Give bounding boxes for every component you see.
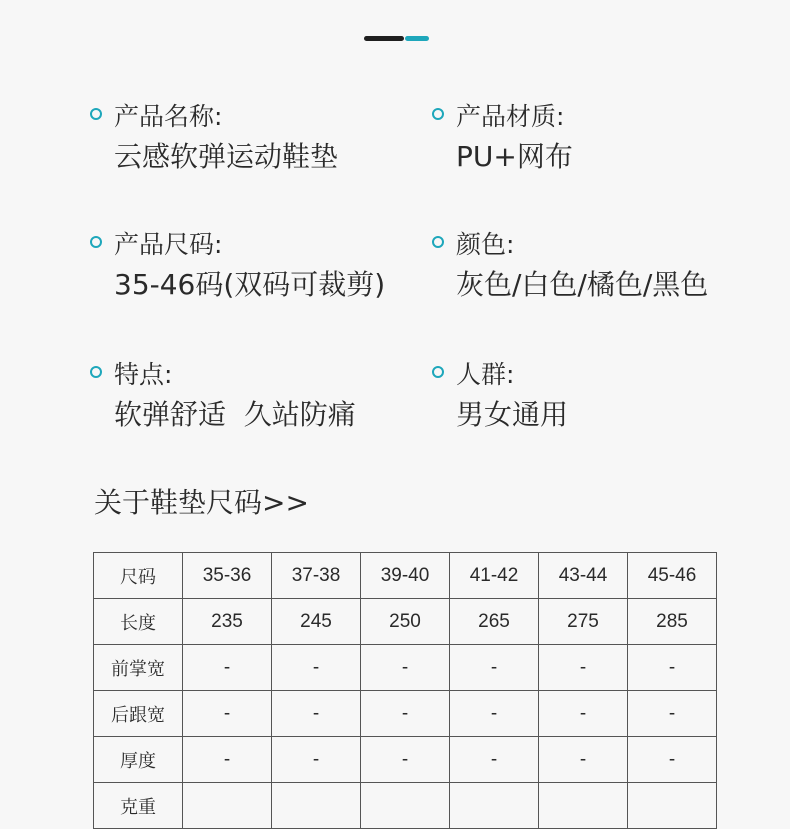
spec-label: 产品材质:	[456, 102, 565, 131]
table-cell: -	[361, 691, 450, 737]
table-cell: 35-36	[183, 553, 272, 599]
row-header-cell: 克重	[94, 783, 183, 829]
table-cell: 275	[539, 599, 628, 645]
bullet-ring-icon	[90, 236, 102, 248]
table-row	[94, 737, 717, 783]
bullet-ring-icon	[90, 366, 102, 378]
spec-value: 男女通用	[456, 398, 569, 431]
table-cell: 245	[272, 599, 361, 645]
table-row	[94, 645, 717, 691]
spec-label: 产品尺码:	[114, 230, 223, 259]
spec-value: 灰色/白色/橘色/黑色	[456, 268, 709, 301]
table-row	[94, 553, 717, 599]
table-cell: -	[361, 645, 450, 691]
size-section-title: 关于鞋垫尺码>>	[94, 486, 309, 519]
table-cell: -	[183, 645, 272, 691]
table-cell: -	[450, 737, 539, 783]
table-cell: 250	[361, 599, 450, 645]
row-header-cell: 后跟宽	[94, 691, 183, 737]
row-header-cell: 前掌宽	[94, 645, 183, 691]
row-header-cell: 厚度	[94, 737, 183, 783]
table-cell: -	[628, 645, 717, 691]
row-header-cell: 尺码	[94, 553, 183, 599]
bullet-ring-icon	[432, 108, 444, 120]
spec-value: 软弹舒适 久站防痛	[114, 398, 356, 431]
table-cell: -	[628, 691, 717, 737]
table-cell: 45-46	[628, 553, 717, 599]
table-cell: 43-44	[539, 553, 628, 599]
table-cell: 41-42	[450, 553, 539, 599]
table-cell: -	[272, 645, 361, 691]
divider-bar-dark	[364, 36, 404, 41]
table-cell: -	[361, 737, 450, 783]
table-cell: -	[539, 691, 628, 737]
table-cell: -	[450, 645, 539, 691]
size-table	[93, 552, 717, 829]
bullet-ring-icon	[90, 108, 102, 120]
spec-label: 产品名称:	[114, 102, 223, 131]
table-cell: -	[272, 737, 361, 783]
bullet-ring-icon	[432, 366, 444, 378]
spec-value: PU+网布	[456, 140, 573, 173]
spec-label: 人群:	[456, 360, 515, 389]
spec-value: 云感软弹运动鞋垫	[114, 140, 339, 173]
bullet-ring-icon	[432, 236, 444, 248]
row-header-cell: 长度	[94, 599, 183, 645]
spec-label: 颜色:	[456, 230, 515, 259]
table-cell: 235	[183, 599, 272, 645]
table-cell: 265	[450, 599, 539, 645]
table-cell: -	[539, 737, 628, 783]
table-cell: 285	[628, 599, 717, 645]
divider-bar-accent	[405, 36, 429, 41]
spec-label: 特点:	[114, 360, 173, 389]
table-cell: -	[272, 691, 361, 737]
table-cell: -	[539, 645, 628, 691]
table-cell: -	[183, 691, 272, 737]
table-cell: 39-40	[361, 553, 450, 599]
table-cell: -	[183, 737, 272, 783]
table-cell: -	[628, 737, 717, 783]
table-row	[94, 599, 717, 645]
table-cell: -	[450, 691, 539, 737]
spec-value: 35-46码(双码可裁剪)	[114, 268, 386, 301]
table-cell: 37-38	[272, 553, 361, 599]
table-row	[94, 691, 717, 737]
